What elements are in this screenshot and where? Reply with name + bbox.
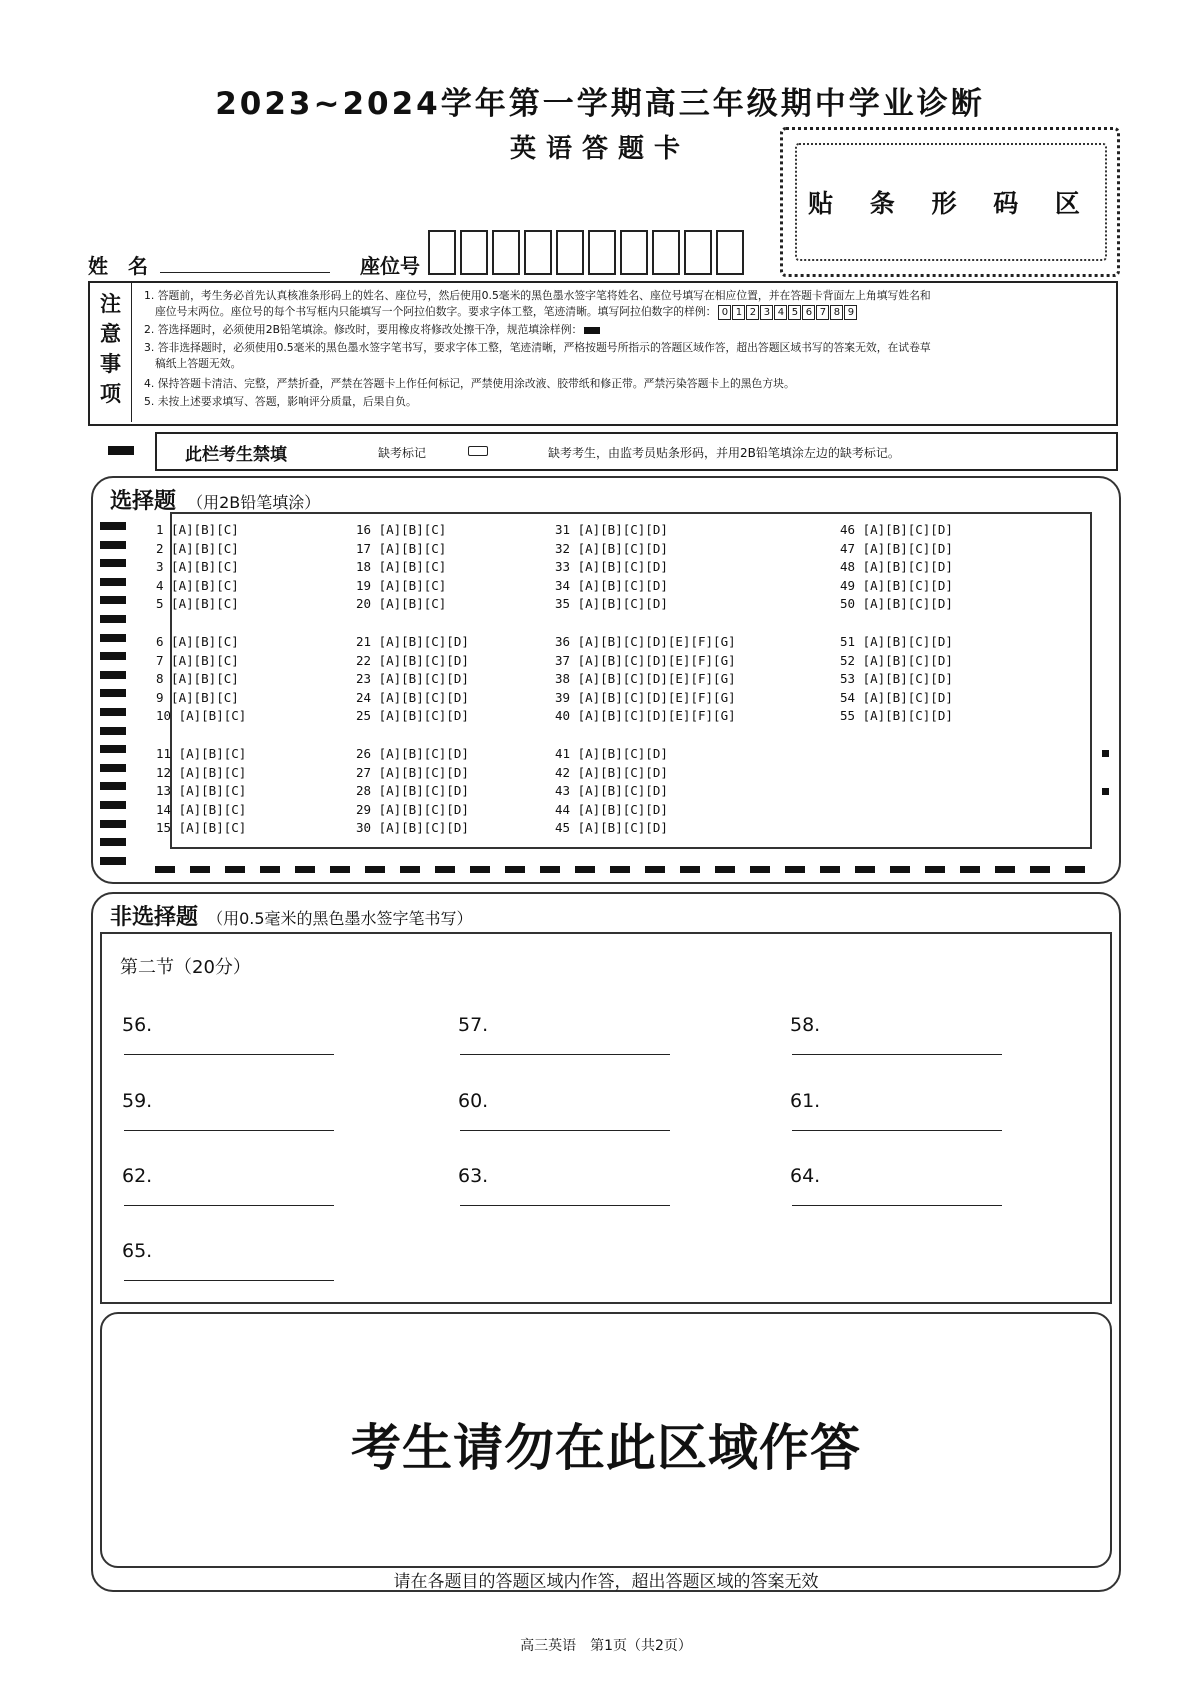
blank-line[interactable] [124,1112,334,1131]
mc-question[interactable]: 34 [A][B][C][D] [555,577,668,593]
mc-question[interactable]: 46 [A][B][C][D] [840,522,953,537]
note-line: 稿纸上答题无效。 [155,357,242,370]
absent-timing-mark [108,446,134,455]
sample-digit: 4 [774,305,787,320]
absent-mark-label: 缺考标记 [378,446,427,460]
timing-mark [100,652,126,660]
mc-question[interactable]: 10 [A][B][C] [156,708,247,724]
note-line: 4. 保持答题卡清洁、完整，严禁折叠，严禁在答题卡上作任何标记，严禁使用涂改液、胶带纸和修正带。严禁污染答题卡上的黑色方块。 [144,377,795,390]
timing-mark [100,634,126,642]
blank-line[interactable] [792,1187,1002,1206]
mc-question[interactable]: 48 [A][B][C][D] [840,559,953,575]
mc-question[interactable]: 3 [A][B][C] [156,559,239,575]
mc-question[interactable]: 27 [A][B][C][D] [356,764,469,780]
seat-digit-box[interactable] [428,230,456,275]
mc-question[interactable]: 29 [A][B][C][D] [356,801,469,817]
fill-blank[interactable] [790,1090,1002,1136]
mc-question[interactable]: 36 [A][B][C][D][E][F][G] [555,634,736,649]
blank-line[interactable] [460,1187,670,1206]
timing-mark [540,866,560,873]
timing-mark [225,866,245,873]
timing-mark [100,578,126,586]
seat-digit-box[interactable] [588,230,616,275]
mc-title [110,484,320,515]
note-line [155,304,858,320]
barcode-label: 贴 条 形 码 区 [808,189,1094,218]
seat-digit-box[interactable] [524,230,552,275]
timing-mark [680,866,700,873]
blank-line[interactable] [792,1112,1002,1131]
name-label: 姓 名 [88,254,148,278]
mc-question[interactable]: 22 [A][B][C][D] [356,652,469,668]
mc-question[interactable]: 13 [A][B][C] [156,783,247,799]
mc-question[interactable]: 50 [A][B][C][D] [840,596,953,612]
fill-blank[interactable] [122,1090,334,1136]
mc-question[interactable]: 32 [A][B][C][D] [555,540,668,556]
seat-digit-box[interactable] [492,230,520,275]
timing-mark [260,866,280,873]
sample-digit: 5 [788,305,801,320]
timing-mark [505,866,525,873]
fill-blank[interactable] [122,1165,334,1211]
sample-digit: 9 [844,305,857,320]
timing-mark-right [1102,750,1109,757]
mc-question[interactable]: 2 [A][B][C] [156,540,239,556]
timing-mark [100,596,126,604]
timing-mark [330,866,350,873]
fill-sample-mark [584,327,600,334]
fill-blank[interactable] [458,1090,670,1136]
mc-question[interactable]: 38 [A][B][C][D][E][F][G] [555,671,736,687]
mc-question[interactable]: 7 [A][B][C] [156,652,239,668]
mc-question[interactable]: 45 [A][B][C][D] [555,820,668,836]
note-line-text: 座位号末两位。座位号的每个书写框内只能填写一个阿拉伯数字。要求字体工整，笔迹清晰。填写阿拉伯数字的样例： [155,305,717,318]
sample-digit: 0 [718,305,731,320]
blank-number: 60. [458,1090,489,1112]
timing-mark [100,764,126,772]
timing-mark [435,866,455,873]
section-label: 第二节（20分） [120,957,251,978]
timing-mark [890,866,910,873]
timing-mark [100,559,126,567]
mc-question[interactable]: 14 [A][B][C] [156,801,247,817]
sample-digit: 7 [816,305,829,320]
timing-mark [715,866,735,873]
blank-number: 62. [122,1165,153,1187]
blank-line[interactable] [460,1036,670,1055]
blank-line[interactable] [460,1112,670,1131]
blank-number: 57. [458,1014,489,1036]
timing-mark [100,727,126,735]
mc-question[interactable]: 44 [A][B][C][D] [555,801,668,817]
mc-title-text: 选择题 [110,489,177,514]
mc-question[interactable]: 33 [A][B][C][D] [555,559,668,575]
mc-question[interactable]: 28 [A][B][C][D] [356,783,469,799]
card-subtitle: 英语答题卡 [509,134,690,164]
timing-mark-right [1102,788,1109,795]
mc-question[interactable]: 55 [A][B][C][D] [840,708,953,724]
mc-question[interactable]: 49 [A][B][C][D] [840,577,953,593]
digit-sample [718,304,858,320]
timing-mark [100,782,126,790]
timing-mark [100,689,126,697]
mc-question[interactable]: 24 [A][B][C][D] [356,689,469,705]
mc-question[interactable]: 40 [A][B][C][D][E][F][G] [555,708,736,724]
note-line [144,322,600,338]
seat-digit-box[interactable] [684,230,712,275]
timing-mark [100,857,126,865]
blank-line[interactable] [792,1036,1002,1055]
mc-question[interactable]: 42 [A][B][C][D] [555,764,668,780]
nc-hint: （用0.5毫米的黑色墨水签字笔书写） [207,909,473,928]
sample-digit: 6 [802,305,815,320]
blank-number: 64. [790,1165,821,1187]
timing-mark [190,866,210,873]
blank-number: 63. [458,1165,489,1187]
blank-line[interactable] [124,1036,334,1055]
fill-blank[interactable] [790,1014,1002,1060]
timing-mark [100,671,126,679]
mc-question[interactable]: 12 [A][B][C] [156,764,247,780]
timing-mark [100,745,126,753]
mc-question[interactable]: 37 [A][B][C][D][E][F][G] [555,652,736,668]
timing-mark [925,866,945,873]
mc-question[interactable]: 41 [A][B][C][D] [555,746,668,761]
mc-question[interactable]: 16 [A][B][C] [356,522,447,537]
mc-question[interactable]: 43 [A][B][C][D] [555,783,668,799]
note-line: 3. 答非选择题时，必须使用0.5毫米的黑色墨水签字笔书写，要求字体工整，笔迹清晰，严格按题号所指示的答题区域作答，超出答题区域书写的答案无效，在试卷草 [144,341,931,354]
fill-blank[interactable] [790,1165,1002,1211]
mc-question[interactable]: 51 [A][B][C][D] [840,634,953,649]
mc-question[interactable]: 15 [A][B][C] [156,820,247,836]
timing-mark [575,866,595,873]
mc-question[interactable]: 1 [A][B][C] [156,522,239,537]
notes-heading-char: 意 [100,322,121,346]
sample-digit: 1 [732,305,745,320]
timing-mark [365,866,385,873]
timing-mark [1065,866,1085,873]
absent-label: 此栏考生禁填 [185,445,287,465]
sample-digit: 8 [830,305,843,320]
timing-mark [750,866,770,873]
blank-number: 65. [122,1240,153,1262]
nc-title-text: 非选择题 [110,905,199,930]
seat-digit-box[interactable] [460,230,488,275]
mc-question[interactable]: 5 [A][B][C] [156,596,239,612]
mc-question[interactable]: 30 [A][B][C][D] [356,820,469,836]
timing-mark [610,866,630,873]
blank-line[interactable] [124,1262,334,1281]
blank-number: 56. [122,1014,153,1036]
notes-heading-char: 事 [100,352,121,376]
timing-mark [100,801,126,809]
timing-mark [785,866,805,873]
note-line: 1. 答题前，考生务必首先认真核准条形码上的姓名、座位号，然后使用0.5毫米的黑色墨水签字笔将姓名、座位号填写在相应位置，并在答题卡背面左上角填写姓名和 [144,289,931,302]
blank-number: 59. [122,1090,153,1112]
timing-mark [855,866,875,873]
sample-digit: 3 [760,305,773,320]
fill-blank[interactable] [458,1014,670,1060]
exam-title: 2023~2024学年第一学期高三年级期中学业诊断 [215,86,985,122]
timing-mark [645,866,665,873]
blank-number: 61. [790,1090,821,1112]
answer-area-warning: 请在各题目的答题区域内作答，超出答题区域的答案无效 [393,1572,819,1592]
mc-question[interactable]: 47 [A][B][C][D] [840,540,953,556]
timing-mark [960,866,980,873]
seat-digit-box[interactable] [652,230,680,275]
timing-mark [155,866,175,873]
timing-mark [995,866,1015,873]
notes-heading-char: 项 [100,382,121,406]
timing-mark [100,820,126,828]
mc-question[interactable]: 39 [A][B][C][D][E][F][G] [555,689,736,705]
timing-mark [100,838,126,846]
page-number: 高三英语 第1页（共2页） [520,1638,692,1654]
note-line-text: 2. 答选择题时，必须使用2B铅笔填涂。修改时，要用橡皮将修改处擦干净，规范填涂样例： [144,323,583,336]
absent-mark-box[interactable] [468,446,488,456]
timing-mark [100,541,126,549]
mc-question[interactable]: 53 [A][B][C][D] [840,671,953,687]
seat-label: 座位号 [360,254,420,278]
seat-digit-box[interactable] [716,230,744,275]
note-line: 5. 未按上述要求填写、答题，影响评分质量，后果自负。 [144,395,417,408]
mc-question[interactable]: 8 [A][B][C] [156,671,239,687]
timing-mark [820,866,840,873]
mc-question[interactable]: 35 [A][B][C][D] [555,596,668,612]
absent-instruction: 缺考考生，由监考员贴条形码，并用2B铅笔填涂左边的缺考标记。 [548,446,900,460]
timing-mark [1030,866,1050,873]
mc-question[interactable]: 52 [A][B][C][D] [840,652,953,668]
mc-question[interactable]: 23 [A][B][C][D] [356,671,469,687]
sample-digit: 2 [746,305,759,320]
mc-question[interactable]: 26 [A][B][C][D] [356,746,469,761]
timing-mark [100,615,126,623]
restricted-text: 考生请勿在此区域作答 [351,1418,861,1477]
notes-heading [90,283,132,422]
nc-title [110,900,473,931]
fill-blank[interactable] [122,1014,334,1060]
seat-digit-box[interactable] [556,230,584,275]
blank-number: 58. [790,1014,821,1036]
blank-line[interactable] [124,1187,334,1206]
mc-question[interactable]: 17 [A][B][C] [356,540,447,556]
name-field[interactable] [160,272,330,273]
fill-blank[interactable] [458,1165,670,1211]
seat-digit-box[interactable] [620,230,648,275]
mc-question[interactable]: 31 [A][B][C][D] [555,522,668,537]
timing-mark [100,708,126,716]
mc-question[interactable]: 19 [A][B][C] [356,577,447,593]
timing-mark [295,866,315,873]
mc-question[interactable]: 9 [A][B][C] [156,689,239,705]
timing-mark [400,866,420,873]
mc-question[interactable]: 4 [A][B][C] [156,577,239,593]
fill-blank[interactable] [122,1240,334,1286]
mc-hint: （用2B铅笔填涂） [187,493,321,512]
timing-mark [100,522,126,530]
mc-question[interactable]: 21 [A][B][C][D] [356,634,469,649]
notes-heading-char: 注 [100,292,121,316]
mc-question[interactable]: 11 [A][B][C] [156,746,247,761]
mc-question[interactable]: 20 [A][B][C] [356,596,447,612]
mc-question[interactable]: 54 [A][B][C][D] [840,689,953,705]
mc-question[interactable]: 18 [A][B][C] [356,559,447,575]
timing-mark [470,866,490,873]
mc-question[interactable]: 25 [A][B][C][D] [356,708,469,724]
mc-question[interactable]: 6 [A][B][C] [156,634,239,649]
